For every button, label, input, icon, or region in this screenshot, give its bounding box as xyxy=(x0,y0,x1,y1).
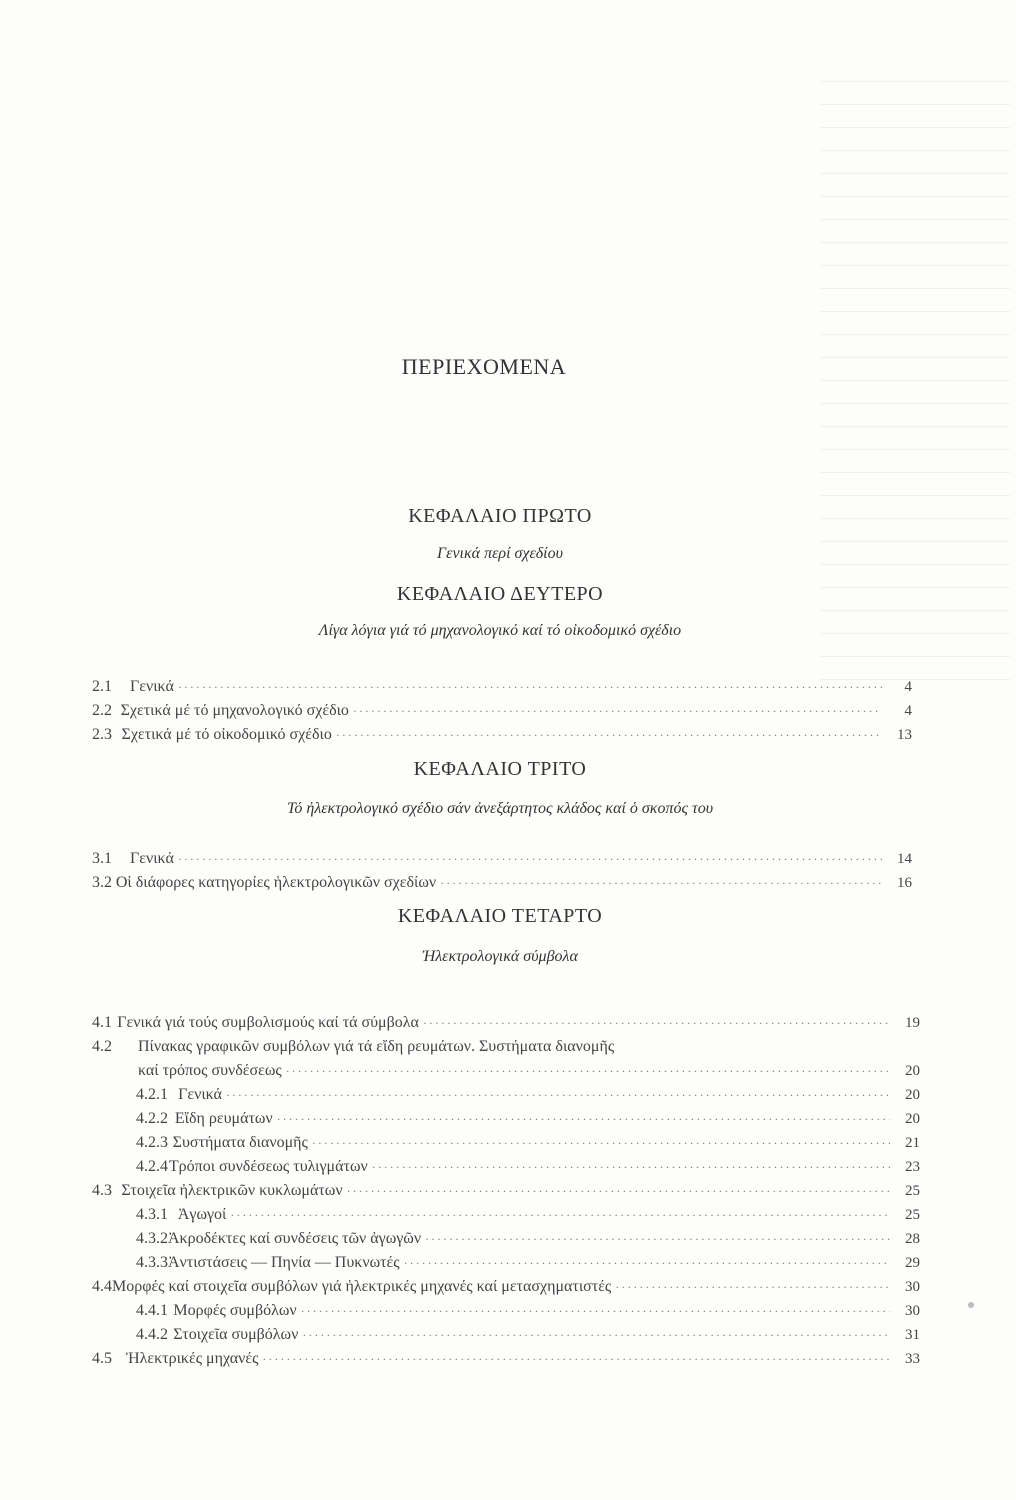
toc-entry-4-2-3 xyxy=(136,1134,920,1158)
chapter-2-subtitle: Λίγα λόγια γιά τό μηχανολογικό καί τό οἰκοδομικό σχέδιο xyxy=(318,622,682,639)
entry-number: 4.3.1 xyxy=(136,1206,168,1223)
toc-entry-2-3 xyxy=(92,726,912,750)
chapter-2-heading: ΚΕΦΑΛΑΙΟ ΔΕΥΤΕΡΟ xyxy=(396,583,604,605)
leader-dots xyxy=(226,1088,890,1103)
leader-dots xyxy=(425,1232,890,1247)
leader-dots xyxy=(615,1280,890,1295)
entry-label: Μορφές συμβόλων xyxy=(173,1302,297,1319)
leader-dots xyxy=(372,1160,890,1175)
entry-number: 4.3 xyxy=(92,1182,112,1199)
entry-label: Σχετικά μέ τό μηχανολογικό σχέδιο xyxy=(120,702,349,719)
entry-label: Τρόποι συνδέσεως τυλιγμάτων xyxy=(168,1158,368,1175)
leader-dots xyxy=(404,1256,890,1271)
toc-entry-4-2-cont xyxy=(138,1062,920,1086)
entry-label: Ἠλεκτρικές μηχανές xyxy=(125,1350,259,1367)
leader-dots xyxy=(286,1064,890,1079)
entry-number: 4.4.1 xyxy=(136,1302,168,1319)
entry-number: 2.1 xyxy=(92,678,112,695)
entry-label: Συστήματα διανομῆς xyxy=(172,1134,308,1151)
toc-entry-4-3 xyxy=(92,1182,920,1206)
entry-page: 20 xyxy=(905,1063,920,1079)
toc-entry-4-1 xyxy=(92,1014,920,1038)
toc-entry-4-2 xyxy=(92,1038,920,1062)
entry-number: 4.2.4 xyxy=(136,1158,168,1175)
toc-entry-3-2 xyxy=(92,874,912,898)
entry-page: 33 xyxy=(905,1351,920,1367)
entry-number: 4.4.2 xyxy=(136,1326,168,1343)
entry-page: 29 xyxy=(905,1255,920,1271)
entry-page: 28 xyxy=(905,1231,920,1247)
entry-page: 20 xyxy=(905,1087,920,1103)
leader-dots xyxy=(423,1016,890,1031)
entry-number: 4.1 xyxy=(92,1014,112,1031)
entry-page: 13 xyxy=(897,727,912,743)
entry-page: 30 xyxy=(905,1303,920,1319)
chapter-3-subtitle: Τό ἠλεκτρολογικό σχέδιο σάν ἀνεξάρτητος κλάδος καί ὁ σκοπός του xyxy=(286,800,714,817)
leader-dots xyxy=(302,1328,890,1343)
toc-entry-4-3-2 xyxy=(136,1230,920,1254)
toc-entry-2-2 xyxy=(92,702,912,726)
toc-entry-3-1 xyxy=(92,850,912,874)
entry-label: Ἀκροδέκτες καί συνδέσεις τῶν ἀγωγῶν xyxy=(168,1230,422,1247)
chapter-4-subtitle: Ἠλεκτρολογικά σύμβολα xyxy=(422,948,578,965)
entry-label: Σχετικά μέ τό οἰκοδομικό σχέδιο xyxy=(121,726,332,743)
entry-page: 25 xyxy=(905,1207,920,1223)
toc-entry-4-4-2 xyxy=(136,1326,920,1350)
toc-entry-4-2-4 xyxy=(136,1158,920,1182)
leader-dots xyxy=(312,1136,890,1151)
entry-number: 4.3.2 xyxy=(136,1230,168,1247)
leader-dots xyxy=(178,680,882,695)
entry-page: 31 xyxy=(905,1327,920,1343)
chapter-3-heading: ΚΕΦΑΛΑΙΟ ΤΡΙΤΟ xyxy=(413,758,587,780)
toc-entry-4-4 xyxy=(92,1278,920,1302)
entry-number: 4.2.1 xyxy=(136,1086,168,1103)
entry-label: Ἀγωγοί xyxy=(177,1206,227,1223)
toc-entry-4-4-1 xyxy=(136,1302,920,1326)
entry-number: 4.4 xyxy=(92,1278,112,1295)
toc-entry-4-5 xyxy=(92,1350,920,1374)
toc-entry-4-3-3 xyxy=(136,1254,920,1278)
leader-dots xyxy=(347,1184,890,1199)
entry-number: 4.3.3 xyxy=(136,1254,168,1271)
entry-number: 4.5 xyxy=(92,1350,112,1367)
entry-label: Στοιχεῖα ἠλεκτρικῶν κυκλωμάτων xyxy=(121,1182,343,1199)
entry-page: 30 xyxy=(905,1279,920,1295)
entry-number: 4.2.3 xyxy=(136,1134,168,1151)
entry-label: Εἴδη ρευμάτων xyxy=(174,1110,273,1127)
entry-page: 14 xyxy=(897,851,912,867)
leader-dots xyxy=(178,852,882,867)
leader-dots xyxy=(353,704,882,719)
entry-label: Γενικά xyxy=(130,678,174,695)
entry-page: 25 xyxy=(905,1183,920,1199)
leader-dots xyxy=(230,1208,890,1223)
toc-entry-4-2-2 xyxy=(136,1110,920,1134)
entry-label: Ἀντιστάσεις — Πηνία — Πυκνωτές xyxy=(168,1254,400,1271)
leader-dots xyxy=(262,1352,890,1367)
entry-number: 2.3 xyxy=(92,726,112,743)
entry-label: Γενικά xyxy=(130,850,174,867)
toc-entry-4-3-1 xyxy=(136,1206,920,1230)
entry-page: 16 xyxy=(897,875,912,891)
toc-entry-4-2-1 xyxy=(136,1086,920,1110)
entry-label: Γενικά xyxy=(178,1086,222,1103)
entry-number: 3.2 xyxy=(92,874,112,891)
entry-page: 23 xyxy=(905,1159,920,1175)
chapter-1-subtitle: Γενικά περί σχεδίου xyxy=(437,545,563,562)
entry-label: Στοιχεῖα συμβόλων xyxy=(173,1326,299,1343)
entry-page: 20 xyxy=(905,1111,920,1127)
leader-dots xyxy=(277,1112,890,1127)
entry-number: 3.1 xyxy=(92,850,112,867)
contents-title: ΠΕΡΙΕΧΟΜΕΝΑ xyxy=(401,354,567,379)
entry-number: 4.2 xyxy=(92,1038,112,1055)
entry-label: καί τρόπος συνδέσεως xyxy=(138,1062,282,1079)
leader-dots xyxy=(301,1304,890,1319)
chapter-1-heading: ΚΕΦΑΛΑΙΟ ΠΡΩΤΟ xyxy=(408,505,592,527)
leader-dots xyxy=(440,876,882,891)
toc-entry-2-1 xyxy=(92,678,912,702)
entry-label: Μορφές καί στοιχεῖα συμβόλων γιά ἠλεκτρικές μηχανές καί μετασχηματιστές xyxy=(112,1278,612,1295)
entry-label: Πίνακας γραφικῶν συμβόλων γιά τά εἴδη ρευμάτων. Συστήματα διανομῆς xyxy=(138,1038,615,1055)
entry-label: Γενικά γιά τούς συμβολισμούς καί τά σύμβολα xyxy=(117,1014,419,1031)
entry-number: 4.2.2 xyxy=(136,1110,168,1127)
chapter-4-heading: ΚΕΦΑΛΑΙΟ ΤΕΤΑΡΤΟ xyxy=(397,905,603,927)
entry-label: Οἱ διάφορες κατηγορίες ἠλεκτρολογικῶν σχεδίων xyxy=(115,874,437,891)
entry-number: 2.2 xyxy=(92,702,112,719)
entry-page: 21 xyxy=(905,1135,920,1151)
leader-dots xyxy=(336,728,882,743)
entry-page: 4 xyxy=(904,679,912,695)
entry-page: 4 xyxy=(904,703,912,719)
paper-speck xyxy=(968,1302,974,1308)
entry-page: 19 xyxy=(905,1015,920,1031)
